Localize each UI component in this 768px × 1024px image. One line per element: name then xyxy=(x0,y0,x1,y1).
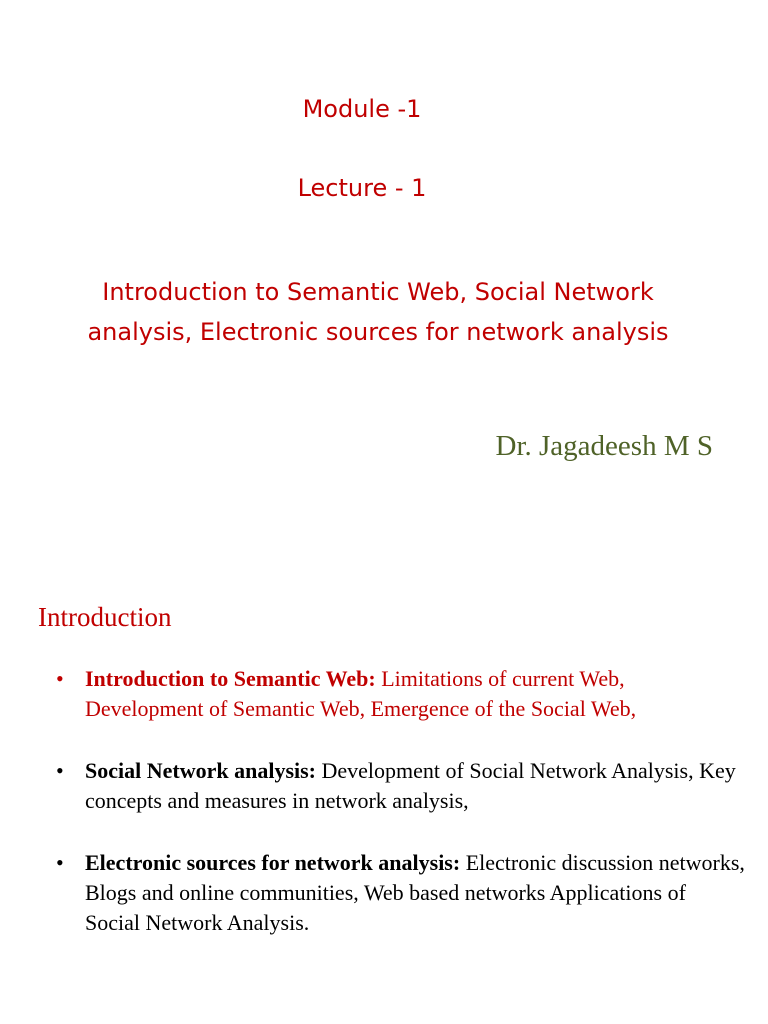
bullet-description: Limitations of current Web, Development of Semantic Web, Emergence of the Social Web, xyxy=(85,666,637,721)
bullet-item-semantic-web xyxy=(56,664,746,724)
topic-title-line-1: Introduction to Semantic Web, Social Network xyxy=(102,278,654,306)
lecture-title: Lecture - 1 xyxy=(297,174,427,202)
bullet-dot-icon: • xyxy=(56,758,64,783)
section-heading: Introduction xyxy=(38,602,172,632)
author-name: Dr. Jagadeesh M S xyxy=(495,430,713,462)
bullet-term: Social Network analysis: xyxy=(85,758,316,783)
bullet-term: Introduction to Semantic Web: xyxy=(85,666,376,691)
topic-title xyxy=(40,272,716,352)
bullet-list xyxy=(56,664,746,970)
bullet-description: Electronic discussion networks, Blogs and online communities, Web based networks Applications of Social Network Analysis. xyxy=(85,850,745,935)
bullet-item-social-network-analysis xyxy=(56,756,746,816)
introduction-slide xyxy=(0,512,768,1024)
topic-title-line-2: analysis, Electronic sources for network analysis xyxy=(87,318,669,346)
module-title: Module -1 xyxy=(302,95,422,123)
bullet-term: Electronic sources for network analysis: xyxy=(85,850,461,875)
bullet-dot-icon: • xyxy=(56,666,64,691)
bullet-item-electronic-sources xyxy=(56,848,746,938)
bullet-description: Development of Social Network Analysis, Key concepts and measures in network analysis, xyxy=(85,758,736,813)
bullet-dot-icon: • xyxy=(56,850,64,875)
